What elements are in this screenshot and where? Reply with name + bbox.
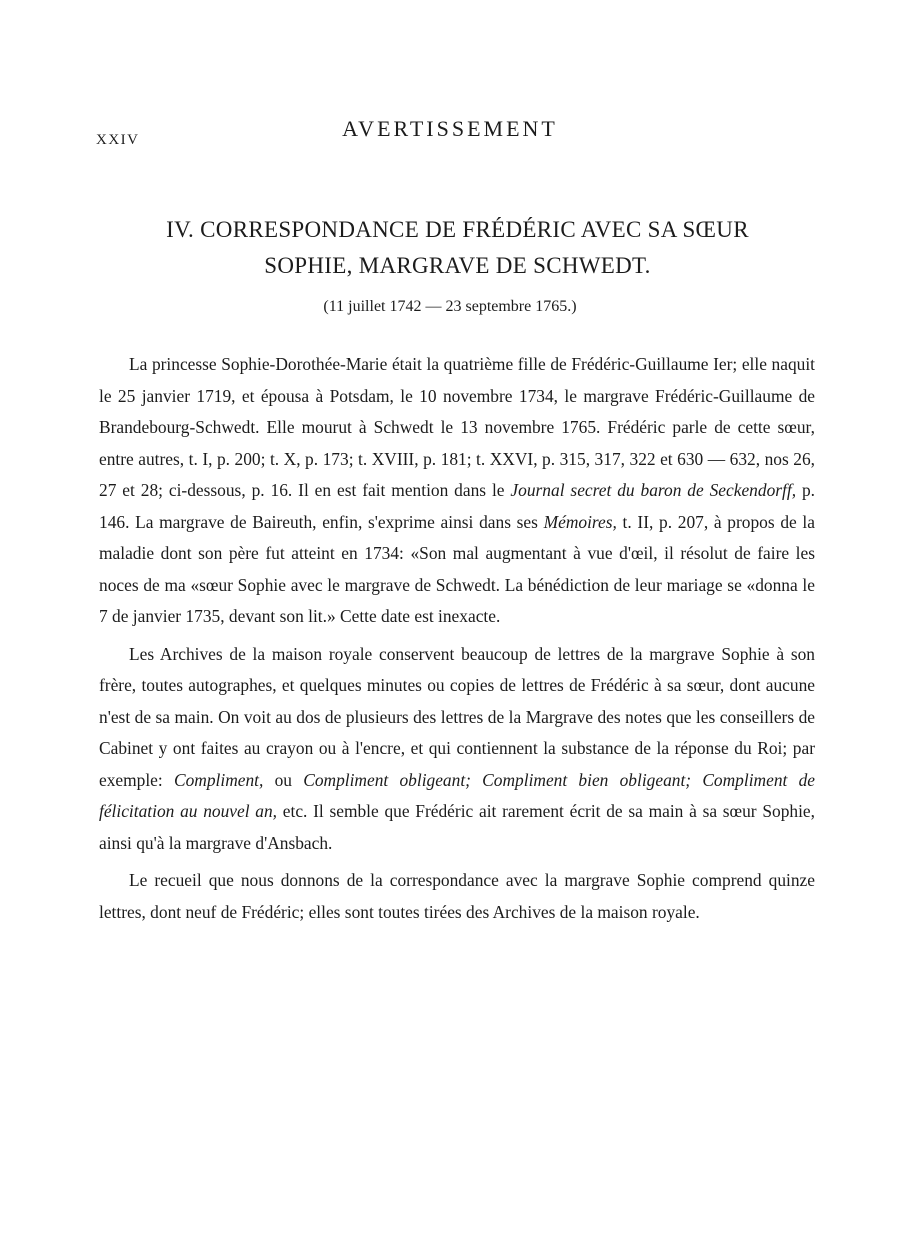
paragraph-2-text: Les Archives de la maison royale conservent beaucoup de lettres de la margrave Sophie à son frère, toutes autographes, et quelques minutes ou copies de lettres de Frédéric à sa sœur, dont aucune n'est de sa main. On voit au dos de plusieurs des lettres de la Margrave des notes que les conseillers de Cabinet y ont faites au crayon ou à l'encre, et qui contiennent la substance de la réponse du Roi; par exemple: xyxy=(99,643,815,790)
paragraph-1-text: p. 146. La margrave de Baireuth, enfin, s'exprime ainsi dans ses xyxy=(99,480,816,532)
paragraph-2-text: etc. Il semble que Frédéric ait rarement écrit de sa main à sa sœur Sophie, ainsi qu'à la margrave d'Ansbach. xyxy=(99,801,815,853)
paragraph-2-text: ou xyxy=(263,769,304,790)
paragraph-1 xyxy=(99,349,815,633)
paragraph-1-italic-reference: Mémoires, xyxy=(543,511,617,532)
section-title-line-1: IV. CORRESPONDANCE DE FRÉDÉRIC AVEC SA SŒUR xyxy=(166,217,749,242)
paragraph-3 xyxy=(99,865,815,928)
page-number: XXIV xyxy=(96,132,140,148)
section-title xyxy=(100,212,815,284)
paragraph-1-italic-reference: Journal secret du baron de Seckendorff, xyxy=(510,480,797,500)
section-title-line-2: SOPHIE, MARGRAVE DE SCHWEDT. xyxy=(264,253,651,278)
paragraph-1-text: La princesse Sophie-Dorothée-Marie était la quatrième fille de Frédéric-Guillaume Ier; elle naquit le 25 janvier 1719, et épousa à Potsdam, le 10 novembre 1734, le margrave Frédéric-Guillaume de Brandebourg-Schwedt. Elle mourut à Schwedt le 13 novembre 1765. Frédéric parle de cette sœur, entre autres, t. I, p. 200; t. X, p. 173; t. XVIII, p. 181; t. XXVI, p. 315, 317, 322 et 630 — 632, nos 26, 27 et 28; ci-dessous, p. 16. Il en est fait mention dans le xyxy=(99,354,815,500)
paragraph-2 xyxy=(99,639,815,860)
body-text xyxy=(99,349,815,934)
running-title: AVERTISSEMENT xyxy=(342,116,558,141)
date-range: (11 juillet 1742 — 23 septembre 1765.) xyxy=(323,298,577,315)
paragraph-1-text: t. II, p. 207, à propos de la maladie dont son père fut atteint en 1734: «Son mal augmentant à vue d'œil, il résolut de faire les noces de ma «sœur Sophie avec le margrave de Schwedt. La bénédiction de leur mariage se «donna le 7 de janvier 1735, devant son lit.» Cette date est inexacte. xyxy=(99,511,815,626)
paragraph-2-italic-example: Compliment, xyxy=(173,769,264,790)
paragraph-2-italic-example: Compliment obligeant; Compliment bien obligeant; Compliment de félicitation au nouvel an, xyxy=(99,769,815,821)
paragraph-3-text: Le recueil que nous donnons de la correspondance avec la margrave Sophie comprend quinze lettres, dont neuf de Frédéric; elles sont toutes tirées des Archives de la maison royale. xyxy=(99,870,815,922)
